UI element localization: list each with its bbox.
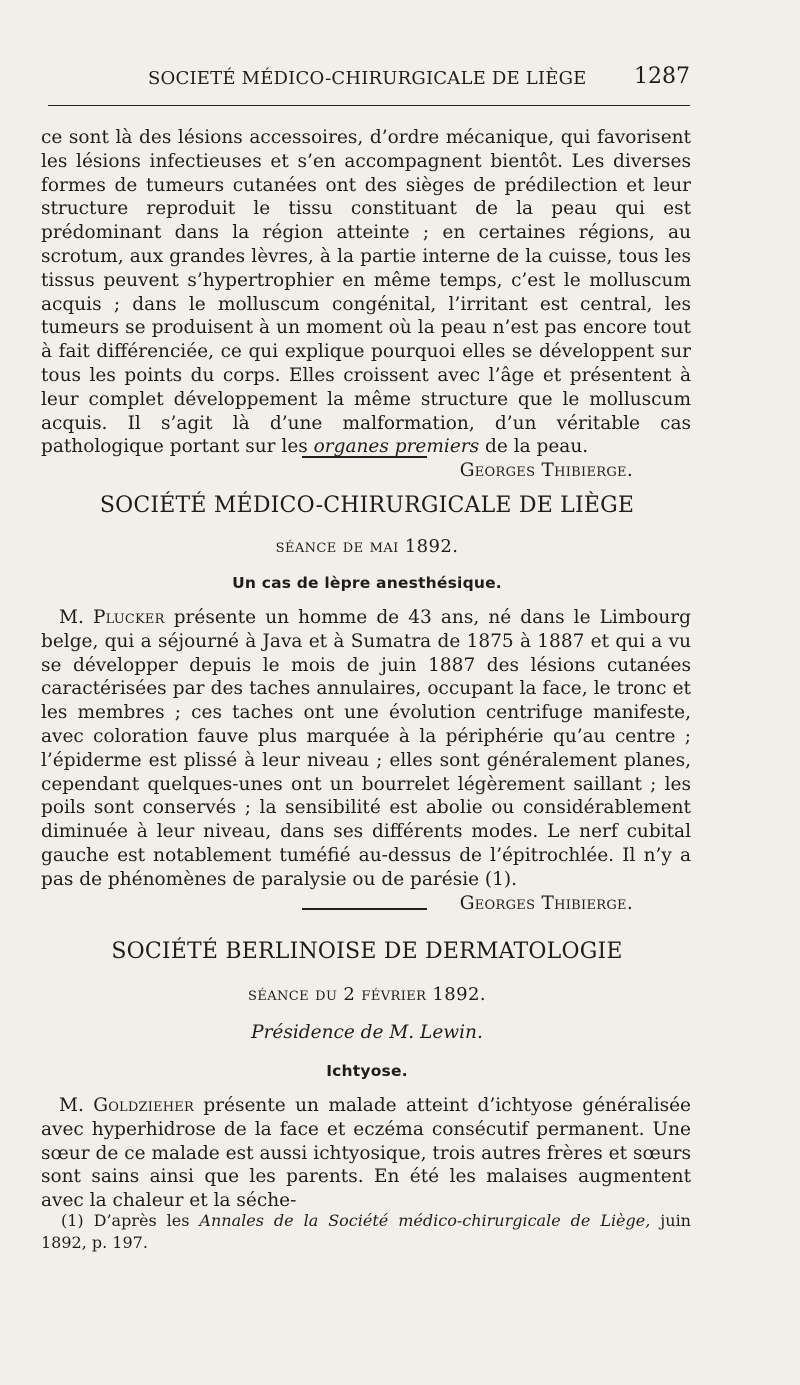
section-1-subject: Un cas de lèpre anesthésique.: [232, 574, 502, 592]
header-rule: [48, 105, 690, 106]
section-2-title: SOCIÉTÉ BERLINOISE DE DERMATOLOGIE: [111, 939, 623, 964]
running-title: SOCIETÉ MÉDICO-CHIRURGICALE DE LIÈGE: [148, 68, 587, 89]
section-1-body: [41, 606, 691, 915]
intro-signature: Georges Thibierge.: [459, 460, 633, 482]
section-2-session: séance du 2 février 1892.: [248, 984, 486, 1005]
section-1-body-text: présente un homme de 43 ans, né dans le Limbourg belge, qui a séjourné à Java et à Sumatra de 1875 à 1887 et qui a vu se développer depuis le mois de juin 1887 des lésions cutanées caractérisées par des taches annulaires, occupant la face, le tronc et les membres ; ces taches ont une évolution centrifuge manifeste, avec coloration fauve plus marquée à la périphérie qu’au centre ; l’épiderme est plissé à leur niveau ; elles sont généralement planes, cependant quelques-unes ont un bourrelet légèrement saillant ; les poils sont conservés ; la sensibilité est abolie ou considérablement diminuée à leur niveau, dans ses différents modes. Le nerf cubital gauche est notablement tuméfié au-dessus de l’épitrochlée. Il n’y a pas de phénomènes de paralysie ou de parésie (1).: [41, 607, 691, 890]
footnote-marker: (1): [61, 1211, 84, 1230]
page-number: 1287: [634, 64, 690, 89]
section-2-subject: Ichtyose.: [326, 1062, 408, 1080]
footnote-suffix: juin 1892, p. 197.: [41, 1211, 691, 1252]
running-header: [48, 64, 690, 94]
section-2-body-text: présente un malade atteint d’ichtyose généralisée avec hyperhidrose de la face et eczéma consécutif permanent. Une sœur de ce malade est aussi ichtyosique, trois autres frères et sœurs sont sains ainsi que les parents. En été les malaises augmentent avec la chaleur et la séche-: [41, 1095, 691, 1212]
section-divider-1: [302, 456, 427, 458]
intro-italic-text: organes premiers: [313, 436, 480, 458]
section-2-presidency: Présidence de M. Lewin.: [251, 1022, 483, 1043]
intro-text-before-italic: ce sont là des lésions accessoires, d’ordre mécanique, qui favorisent les lésions infectieuses et s’en accompagnent bientôt. Les diverses formes de tumeurs cutanées ont des sièges de prédilection et leur structure reproduit le tissu constituant de la peau qui est prédominant dans la région atteinte ; en certaines régions, au scrotum, aux grandes lèvres, à la partie interne de la cuisse, tous les tissus peuvent s’hypertrophier en même temps, c’est le molluscum acquis ; dans le molluscum congénital, l’irritant est central, les tumeurs se produisent à un moment où la peau n’est pas encore tout à fait différenciée, ce qui explique pourquoi elles se développent sur tous les points du corps. Elles croissent avec l’âge et présentent à leur complet développement la même structure que le molluscum acquis. Il s’agit là d’une malformation, d’un véritable cas pathologique portant sur les: [41, 127, 691, 458]
section-1-author-prefix: M.: [59, 607, 84, 628]
section-1-author: Plucker: [92, 607, 165, 628]
footnote-prefix: D’après les: [83, 1211, 200, 1230]
section-2-body: [41, 1094, 691, 1213]
section-2-author: Goldzieher: [93, 1095, 194, 1116]
section-2-author-prefix: M.: [59, 1095, 84, 1116]
footnote: [41, 1210, 691, 1254]
section-1-signature: Georges Thibierge.: [459, 892, 633, 914]
footnote-italic-text: Annales de la Société médico-chirurgicale de Liège,: [199, 1211, 651, 1230]
section-1-session: séance de mai 1892.: [275, 536, 459, 557]
section-divider-2: [302, 908, 427, 910]
intro-text-after-italic: de la peau.: [479, 436, 589, 458]
intro-paragraph: [41, 126, 691, 483]
section-1-title: SOCIÉTÉ MÉDICO-CHIRURGICALE DE LIÈGE: [99, 493, 635, 518]
